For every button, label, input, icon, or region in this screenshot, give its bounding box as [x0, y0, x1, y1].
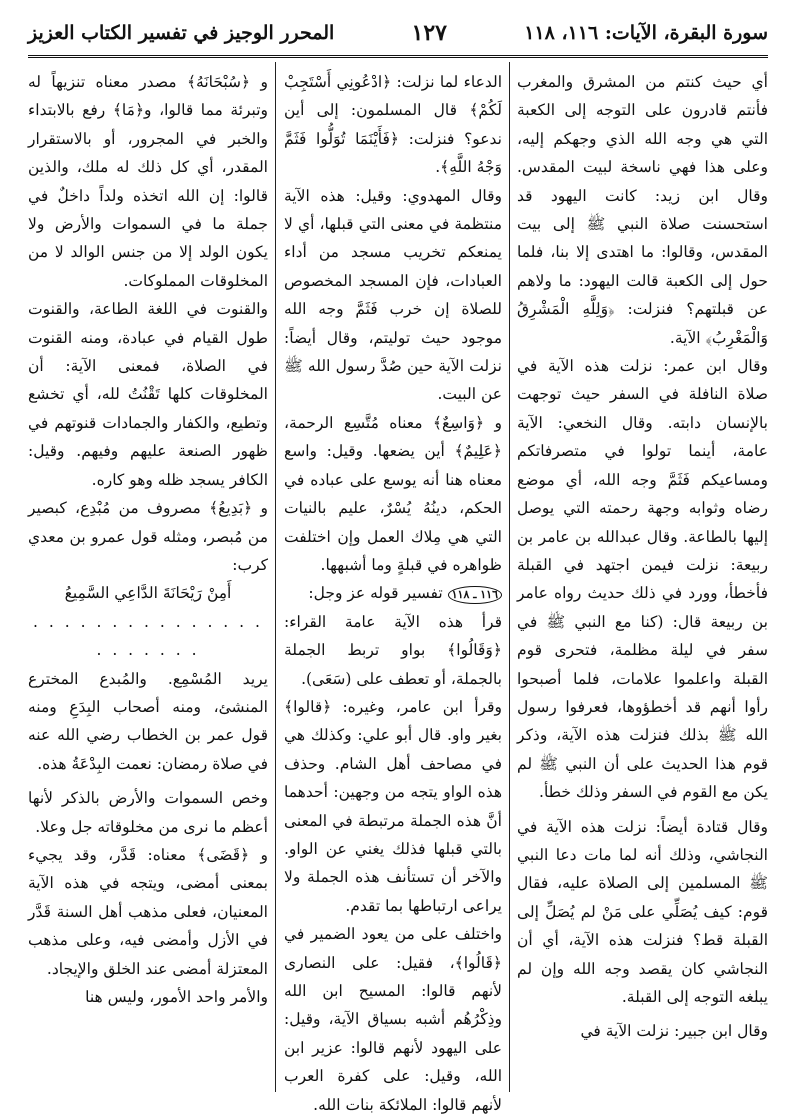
column-middle: [284, 68, 502, 1114]
paragraph: أي حيث كنتم من المشرق والمغرب فأنتم قادرون على التوجه إلى الكعبة التي هي وجه الله الذي وجهكم إليه، وعلى هذا فهي ناسخة لبيت المقدس. وقال ابن زيد: كانت اليهود قد استحسنت صلاة النبي ﷺ إلى بيت المقدس، وقالوا: ما اهتدى إلا بنا، فلما حول إلى الكعبة قالت اليهود: ما ولاهم عن قبلتهم؟ فنزلت: ﴿وَلِلَّهِ الْمَشْرِقُ وَالْمَغْرِبُ﴾ الآية.: [517, 73, 768, 347]
book-title: المحرر الوجيز في تفسير الكتاب العزيز: [28, 22, 335, 44]
dotted-separator: . . . . . . . . . . . . . . . . . . . . . .: [33, 612, 263, 660]
paragraph: والقنوت في اللغة الطاعة، والقنوت طول القيام في عبادة، ومنه القنوت في الصلاة، فمعنى الآية: أن المخلوقات كلها تَقْنُتُ لله، أي تخشع وتطيع، والكفار والجمادات قنوتهم في ظهور الصنعة عليهم وفيهم. وقيل: الكافر يسجد ظله وهو كاره.: [28, 300, 268, 489]
paragraph: وقال ابن عمر: نزلت هذه الآية في صلاة النافلة في السفر حيث توجهت بالإنسان دابته. وقال النخعي: الآية عامة، أينما تولوا في متصرفاتكم ومساعيكم فَثَمَّ وجه الله، أي موضع رضاه وثوابه وجهة رحمته التي يوصل إليها بالطاعة. وقال عبدالله بن عامر بن ربيعة: نزلت فيمن اجتهد في القبلة فأخطأ، وورد في ذلك حديث رواه عامر بن ربيعة قال: (كنا مع النبي ﷺ في سفر في ليلة مظلمة، فتحرى قوم القبلة واعلموا علامات، فلما أصبحوا رأوا أنهم قد أخطؤوها، فعرفوا رسول الله ﷺ بذلك فنزلت هذه الآية، وذكر قوم هذا الحديث على أن النبي ﷺ لم يكن مع القوم في السفر وذلك خطأ.: [517, 357, 768, 802]
column-left: [28, 68, 268, 1092]
column-divider-left: [275, 62, 276, 1092]
paragraph: الدعاء لما نزلت: ﴿ادْعُونِي أَسْتَجِبْ لَكُمْ﴾ قال المسلمون: إلى أين ندعو؟ فنزلت: ﴿فَأَيْنَمَا تُوَلُّوا فَثَمَّ وَجْهُ اللَّهِ﴾.: [284, 73, 502, 177]
column-divider-right: [509, 62, 510, 1092]
paragraph: و ﴿بَدِيعُ﴾ مصروف من مُبْدِع، كبصير من مُبصر، ومثله قول عمرو بن معدي كرب:: [28, 499, 268, 574]
verse-heading: [284, 579, 502, 607]
paragraph: وقال ابن جبير: نزلت الآية في: [580, 1022, 768, 1041]
verse-number-marker: ١١٦ ـ ١١٨: [448, 586, 502, 604]
paragraph: قرأ هذه الآية عامة القراء: ﴿وَقَالُوا﴾ بواو تربط الجملة بالجملة، أو تعطف على (سَعَى).: [284, 612, 502, 688]
column-right: [517, 68, 768, 1092]
paragraph: يريد المُسْمِع. والمُبدع المخترع المنشئ، ومنه أصحاب البِدَعِ ومنه قول عمر بن الخطاب رضي الله عنه في صلاة رمضان: نعمت البِدْعَةُ هذه.: [28, 669, 268, 773]
paragraph: وخص السموات والأرض بالذكر لأنها أعظم ما نرى من مخلوقاته جل وعلا.: [28, 789, 268, 836]
paragraph: والأمر واحد الأمور، وليس هنا: [85, 988, 268, 1006]
running-header: [28, 14, 768, 52]
paragraph: وقال المهدوي: وقيل: هذه الآية منتظمة في معنى التي قبلها، أي لا يمنعكم تخريب مسجد من أداء العبادات، فإن المسجد المخصوص للصلاة إن خرب فَثَمَّ وجه الله موجود حيث توليتم، وقال أيضاً: نزلت الآية حين صُدَّ رسول الله ﷺ عن البيت.: [284, 186, 502, 404]
paragraph: وقال قتادة أيضاً: نزلت هذه الآية في النجاشي، وذلك أنه لما مات دعا النبي ﷺ المسلمين إلى الصلاة عليه، فقال قوم: كيف يُصَلِّي على مَنْ لم يُصَلِّ إلى القبلة قط؟ فنزلت هذه الآية، أي أن النجاشي كان يقصد وجه الله وإن لم يبلغه التوجه إلى القبلة.: [517, 817, 768, 1006]
surah-heading: سورة البقرة، الآيات: ١١٦، ١١٨: [524, 22, 768, 44]
poem-verse: أَمِنْ رَيْحَانَةَ الدَّاعِي السَّمِيعُ: [64, 584, 232, 603]
header-rule: [28, 55, 768, 58]
paragraph: واختلف على من يعود الضمير في ﴿قَالُوا﴾، فقيل: على النصارى لأنهم قالوا: المسيح ابن الله وذِكْرُهُم أشبه بسياق الآية، وقيل: على اليهود لأنهم قالوا: عزير ابن الله، وقيل: على كفرة العرب لأنهم قالوا: الملائكة بنات الله.: [284, 925, 502, 1114]
paragraph: و ﴿سُبْحَانَهُ﴾ مصدر معناه تنزيهاً له وتبرئة مما قالوا، و﴿مَا﴾ رفع بالابتداء والخبر في المجرور، أو بالاستقرار المقدر، أي كل ذلك له ملك، والذين قالوا: إن الله اتخذه ولداً داخلٌ في جملة ما في السموات والأرض ولا يكون الولد إلا من جنس الوالد لا من المخلوقات المملوكات.: [28, 73, 268, 290]
paragraph: و ﴿قَضَى﴾ معناه: قَدَّر، وقد يجيء بمعنى أمضى، ويتجه في هذه الآية المعنيان، فعلى مذهب أهل السنة قَدَّر في الأزل وأمضى فيه، وعلى مذهب المعتزلة أمضى عند الخلق والإيجاد.: [28, 845, 268, 978]
page-number: ١٢٧: [411, 20, 447, 46]
paragraph: و ﴿وَاسِعٌ﴾ معناه مُتَّسِع الرحمة، ﴿عَلِيمٌ﴾ أين يضعها. وقيل: واسع معناه هنا أنه يوسع على عباده في الحكم، دينُهُ يُسْرٌ، عليم بالنيات التي هي مِلاك العمل وإن اختلفت ظواهره في قبلةٍ وما أشبهها.: [284, 413, 502, 574]
verse-heading-text: تفسير قوله عز وجل:: [308, 584, 443, 603]
paragraph: وقرأ ابن عامر، وغيره: ﴿قالوا﴾ بغير واو. قال أبو علي: وكذلك هي في مصاحف أهل الشام. وحذف هذه الواو يتجه من وجهين: أحدهما أنَّ هذه الجملة مرتبطة في المعنى بالتي قبلها فذلك يغني عن الواو. والآخر أن تستأنف هذه الجملة ولا يراعى ارتباطها بما تقدم.: [284, 697, 502, 915]
